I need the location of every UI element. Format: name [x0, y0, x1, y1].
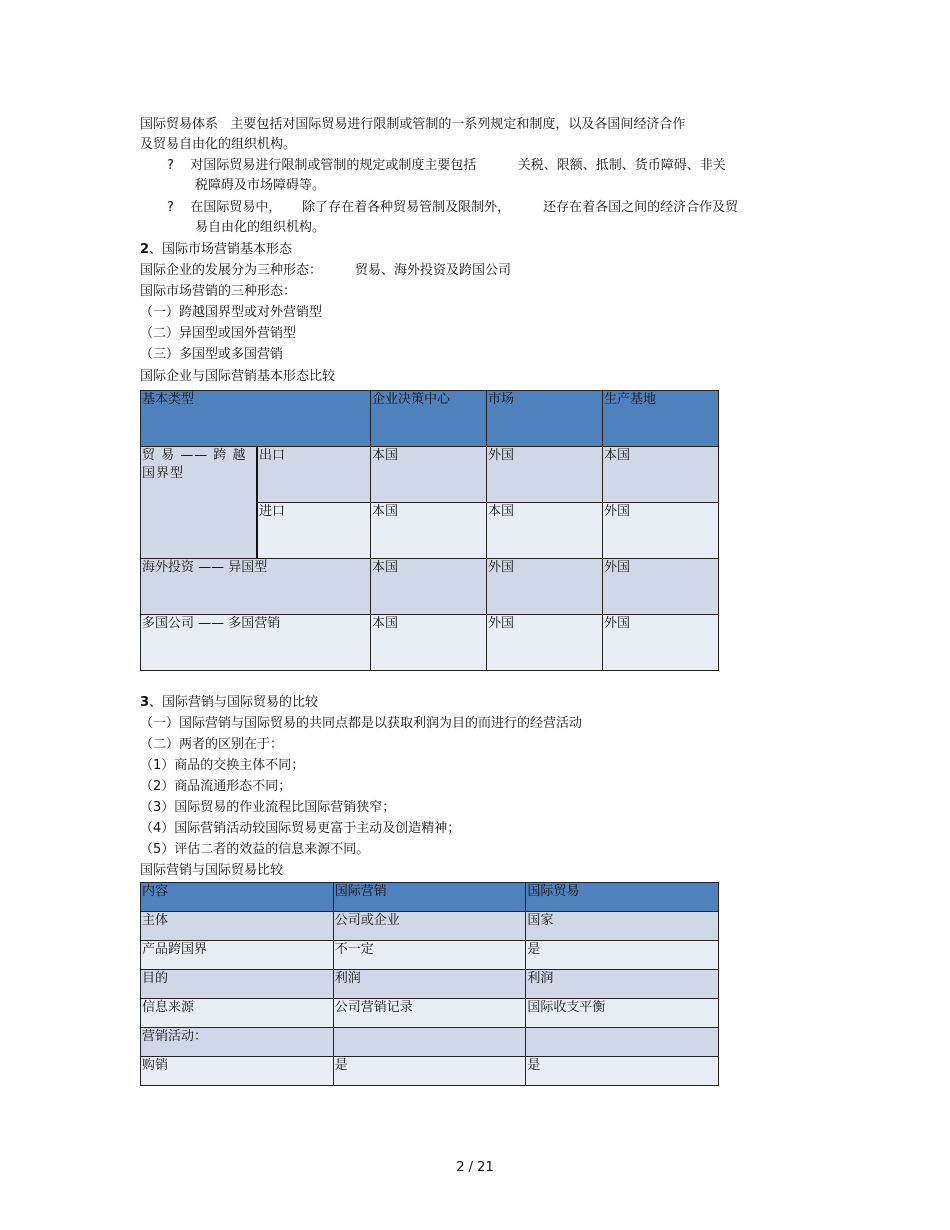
header-cell: 国际营销	[333, 883, 526, 912]
table-cell: 不一定	[333, 941, 526, 970]
bullet-1-line-2: 税障碍及市场障碍等。	[195, 178, 326, 193]
section-2-item-3: （三）多国型或多国营销	[140, 347, 284, 362]
section-2-number: 2	[140, 242, 150, 257]
section-2-para-2: 国际市场营销的三种形态：	[140, 284, 297, 299]
table-cell: 产品跨国界	[141, 941, 334, 970]
table-cell: 海外投资 —— 异国型	[141, 559, 371, 615]
table-1-caption: 国际企业与国际营销基本形态比较	[140, 369, 336, 384]
table-cell: 本国	[371, 559, 487, 615]
section-2-title: 、国际市场营销基本形态	[149, 242, 293, 257]
table-row	[141, 559, 719, 615]
table-cell: 营销活动：	[141, 1028, 334, 1057]
table-row	[141, 999, 719, 1028]
table-cell: 国际收支平衡	[526, 999, 719, 1028]
section-3-heading	[140, 695, 318, 711]
intro-line-2: 及贸易自由化的组织机构。	[140, 137, 297, 152]
table-cell: 外国	[487, 559, 603, 615]
table-header-row	[141, 883, 719, 912]
table-row	[141, 1057, 719, 1086]
table-header-row	[141, 391, 719, 447]
section-3-line-1: （一）国际营销与国际贸易的共同点都是以获取利润为目的而进行的经营活动	[140, 716, 583, 731]
section-3-line-2: （二）两者的区别在于：	[140, 737, 284, 752]
section-2-para-1: 国际企业的发展分为三种形态： 贸易、海外投资及跨国公司	[140, 263, 512, 278]
table-cell: 外国	[603, 615, 719, 671]
section-3-number: 3	[140, 695, 150, 710]
table-cell: 出口	[257, 447, 371, 503]
intro-line-1: 国际贸易体系 主要包括对国际贸易进行限制或管制的一系列规定和制度，以及各国间经济合作	[140, 117, 686, 132]
trade-type-cell: 贸 易 —— 跨 越 国界型	[141, 447, 258, 559]
section-2-item-2: （二）异国型或国外营销型	[140, 326, 297, 341]
table-cell: 主体	[141, 912, 334, 941]
marketing-vs-trade-table	[140, 882, 719, 1086]
header-cell: 国际贸易	[526, 883, 719, 912]
table-cell: 本国	[487, 503, 603, 559]
header-cell: 企业决策中心	[371, 391, 487, 447]
section-3-line-7: （5）评估二者的效益的信息来源不同。	[140, 842, 370, 857]
table-cell: 本国	[603, 447, 719, 503]
table-cell: 外国	[603, 559, 719, 615]
table-row	[141, 615, 719, 671]
table-cell: 目的	[141, 970, 334, 999]
section-3-line-3: （1）商品的交换主体不同；	[140, 758, 305, 773]
table-cell: 进口	[257, 503, 371, 559]
table-cell: 外国	[487, 447, 603, 503]
forms-comparison-table	[140, 390, 719, 671]
section-3-title: 、国际营销与国际贸易的比较	[149, 695, 319, 710]
table-cell: 外国	[487, 615, 603, 671]
table-cell: 购销	[141, 1057, 334, 1086]
table-cell: 多国公司 —— 多国营销	[141, 615, 371, 671]
table-cell	[526, 1028, 719, 1057]
header-cell: 市场	[487, 391, 603, 447]
table-row	[141, 1028, 719, 1057]
table-2-caption: 国际营销与国际贸易比较	[140, 863, 284, 878]
table-cell: 国家	[526, 912, 719, 941]
table-cell: 是	[526, 941, 719, 970]
table-cell: 公司或企业	[333, 912, 526, 941]
table-cell: 是	[526, 1057, 719, 1086]
section-2-heading	[140, 242, 292, 258]
table-row	[141, 447, 719, 503]
table-row	[141, 941, 719, 970]
table-cell: 利润	[526, 970, 719, 999]
table-cell: 外国	[603, 503, 719, 559]
table-cell: 本国	[371, 503, 487, 559]
page-number: 2 / 21	[456, 1160, 494, 1175]
table-cell: 利润	[333, 970, 526, 999]
header-cell: 基本类型	[141, 391, 371, 447]
header-cell: 生产基地	[603, 391, 719, 447]
section-3-line-4: （2）商品流通形态不同；	[140, 779, 292, 794]
table-row	[141, 912, 719, 941]
section-3-line-6: （4）国际营销活动较国际贸易更富于主动及创造精神；	[140, 821, 461, 836]
table-cell: 信息来源	[141, 999, 334, 1028]
table-cell: 本国	[371, 615, 487, 671]
section-2-item-1: （一）跨越国界型或对外营销型	[140, 305, 323, 320]
bullet-1-line-1: ? 对国际贸易进行限制或管制的规定或制度主要包括 关税、限额、抵制、货币障碍、非关	[167, 158, 726, 173]
table-cell: 是	[333, 1057, 526, 1086]
table-cell	[333, 1028, 526, 1057]
bullet-2-line-1: ? 在国际贸易中， 除了存在着各种贸易管制及限制外， 还存在着各国之间的经济合作及贸	[167, 200, 739, 215]
table-cell: 公司营销记录	[333, 999, 526, 1028]
header-cell: 内容	[141, 883, 334, 912]
table-cell: 本国	[371, 447, 487, 503]
section-3-line-5: （3）国际贸易的作业流程比国际营销狭窄；	[140, 800, 396, 815]
table-row	[141, 970, 719, 999]
bullet-2-line-2: 易自由化的组织机构。	[195, 220, 326, 235]
